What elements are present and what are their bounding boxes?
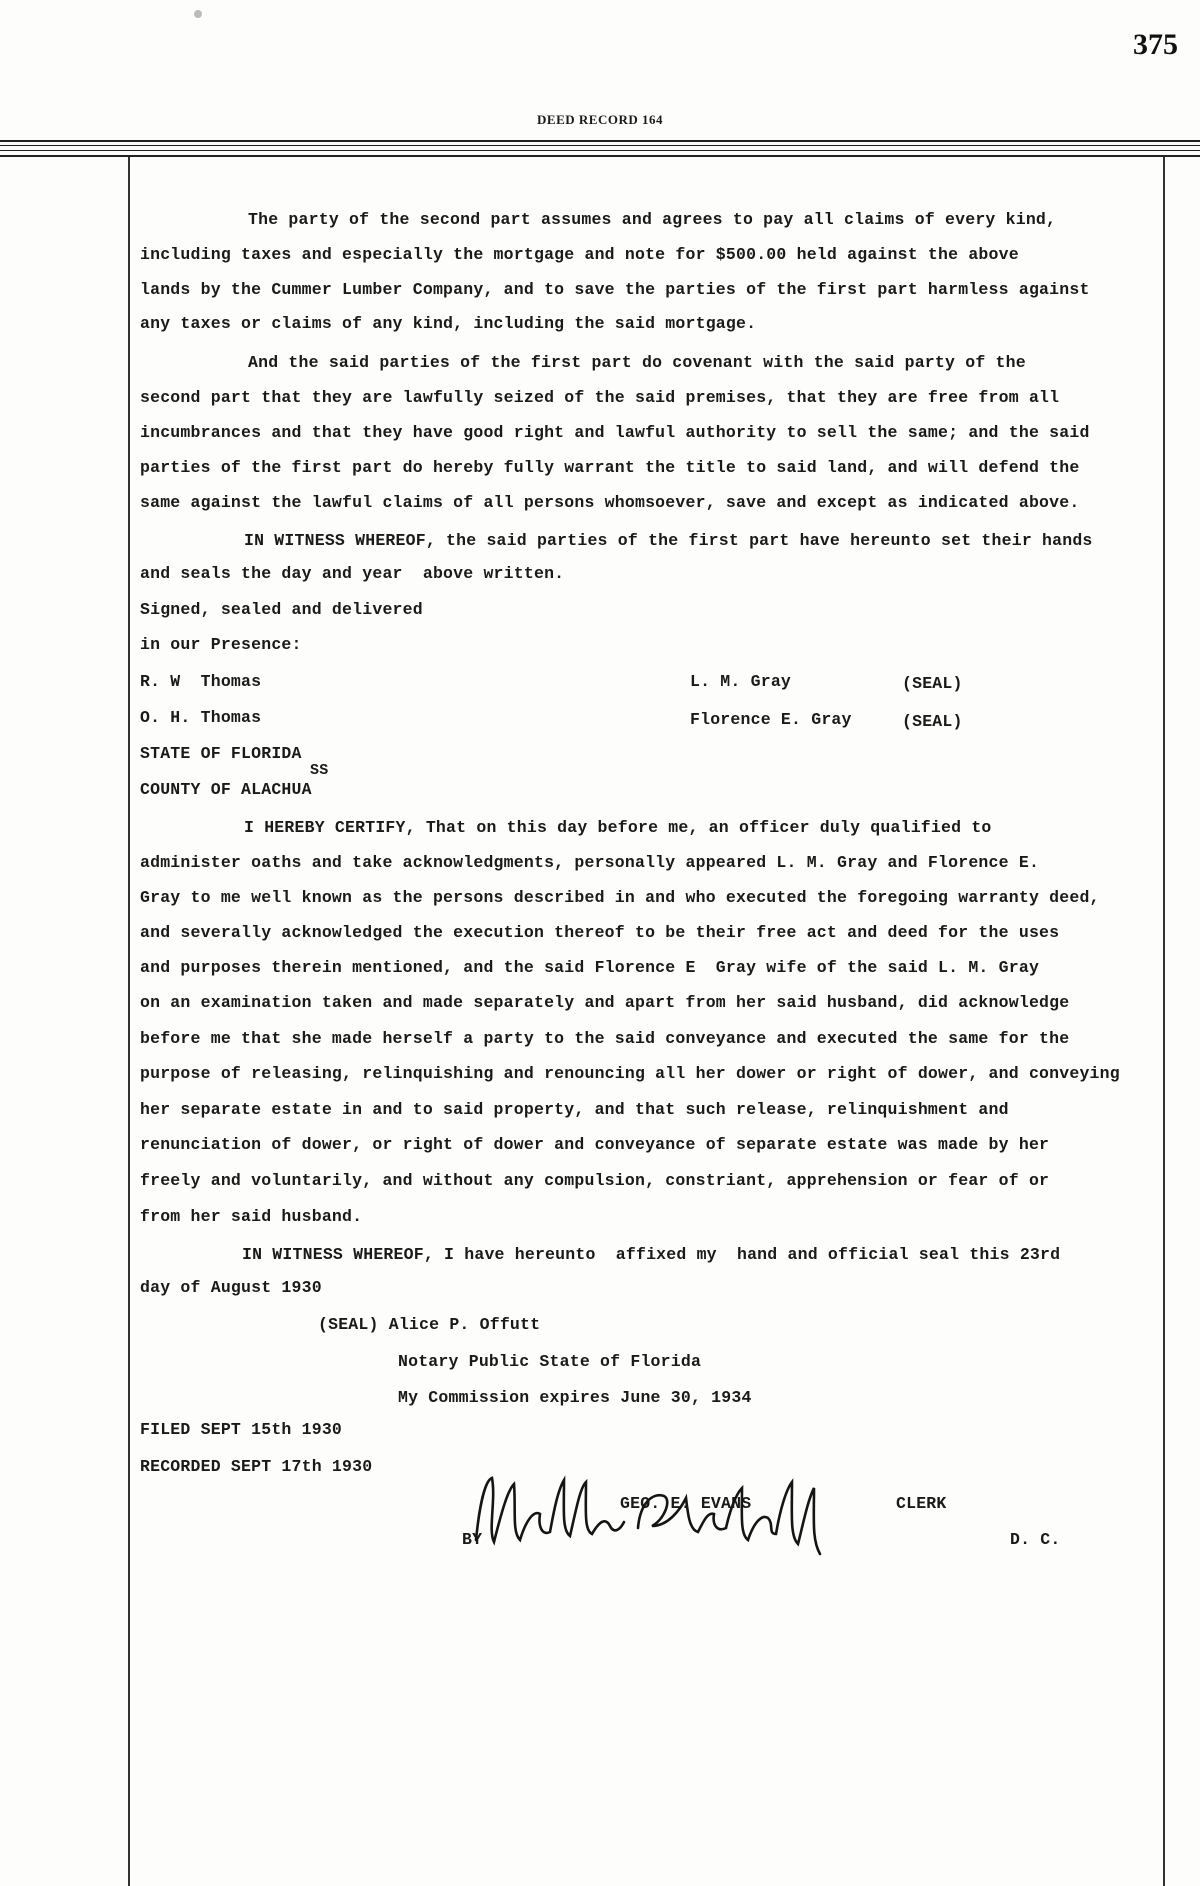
grantor-name: L. M. Gray: [690, 672, 792, 691]
page-title: DEED RECORD 164: [537, 112, 663, 127]
page-number: 375: [1133, 28, 1178, 61]
venue-state: STATE OF FLORIDA: [140, 744, 302, 763]
text-line: from her said husband.: [140, 1207, 363, 1226]
text-line: in our Presence:: [140, 635, 302, 654]
venue-ss: SS: [310, 762, 329, 779]
by-label: BY: [462, 1530, 483, 1549]
left-margin-line: [128, 157, 130, 1886]
witness-name: R. W Thomas: [140, 672, 262, 691]
text-line: IN WITNESS WHEREOF, the said parties of the first part have hereunto set their hands: [244, 531, 1093, 550]
clerk-title: CLERK: [896, 1494, 947, 1513]
grantor-name: Florence E. Gray: [690, 710, 852, 729]
clerk-name: GEO. E. EVANS: [620, 1494, 752, 1513]
text-line: second part that they are lawfully seized of the said premises, that they are free from all: [140, 388, 1060, 407]
header-rule: [0, 150, 1200, 151]
text-line: IN WITNESS WHEREOF, I have hereunto affixed my hand and official seal this 23rd: [242, 1245, 1061, 1264]
venue-county: COUNTY OF ALACHUA: [140, 780, 312, 799]
text-line: The party of the second part assumes and agrees to pay all claims of every kind,: [248, 210, 1057, 229]
text-line: renunciation of dower, or right of dower and conveyance of separate estate was made by her: [140, 1135, 1050, 1154]
text-line: including taxes and especially the mortgage and note for $500.00 held against the above: [140, 245, 1019, 264]
text-line: I HEREBY CERTIFY, That on this day before me, an officer duly qualified to: [244, 818, 992, 837]
text-line: any taxes or claims of any kind, including the said mortgage.: [140, 314, 757, 333]
text-line: Signed, sealed and delivered: [140, 600, 423, 619]
header-rule: [0, 155, 1200, 157]
text-line: purpose of releasing, relinquishing and renouncing all her dower or right of dower, and conveying: [140, 1064, 1120, 1083]
text-line: her separate estate in and to said property, and that such release, relinquishment and: [140, 1100, 1009, 1119]
notary-title: Notary Public State of Florida: [398, 1352, 702, 1371]
seal-label: (SEAL): [902, 674, 963, 693]
text-line: on an examination taken and made separately and apart from her said husband, did acknowledge: [140, 993, 1070, 1012]
recorded-date: RECORDED SEPT 17th 1930: [140, 1457, 373, 1476]
punch-hole-mark: [194, 10, 202, 18]
right-margin-line: [1163, 157, 1165, 1886]
text-line: before me that she made herself a party to the said conveyance and executed the same for the: [140, 1029, 1070, 1048]
filed-date: FILED SEPT 15th 1930: [140, 1420, 343, 1439]
text-line: and purposes therein mentioned, and the said Florence E Gray wife of the said L. M. Gray: [140, 958, 1040, 977]
text-line: Gray to me well known as the persons described in and who executed the foregoing warranty deed,: [140, 888, 1100, 907]
deputy-label: D. C.: [1010, 1530, 1061, 1549]
text-line: and seals the day and year above written.: [140, 564, 565, 583]
text-line: same against the lawful claims of all persons whomsoever, save and except as indicated above.: [140, 493, 1080, 512]
witness-name: O. H. Thomas: [140, 708, 262, 727]
seal-label: (SEAL): [902, 712, 963, 731]
text-line: day of August 1930: [140, 1278, 322, 1297]
notary-name: (SEAL) Alice P. Offutt: [318, 1315, 541, 1334]
header-rule: [0, 140, 1200, 142]
header-rule: [0, 145, 1200, 146]
deputy-signature: [468, 1470, 828, 1560]
text-line: freely and voluntarily, and without any compulsion, constriant, apprehension or fear of or: [140, 1171, 1050, 1190]
text-line: parties of the first part do hereby fully warrant the title to said land, and will defend the: [140, 458, 1080, 477]
notary-commission: My Commission expires June 30, 1934: [398, 1388, 752, 1407]
text-line: incumbrances and that they have good right and lawful authority to sell the same; and the said: [140, 423, 1090, 442]
text-line: lands by the Cummer Lumber Company, and to save the parties of the first part harmless against: [140, 280, 1090, 299]
text-line: administer oaths and take acknowledgments, personally appeared L. M. Gray and Florence E.: [140, 853, 1040, 872]
text-line: And the said parties of the first part do covenant with the said party of the: [248, 353, 1026, 372]
text-line: and severally acknowledged the execution thereof to be their free act and deed for the uses: [140, 923, 1060, 942]
